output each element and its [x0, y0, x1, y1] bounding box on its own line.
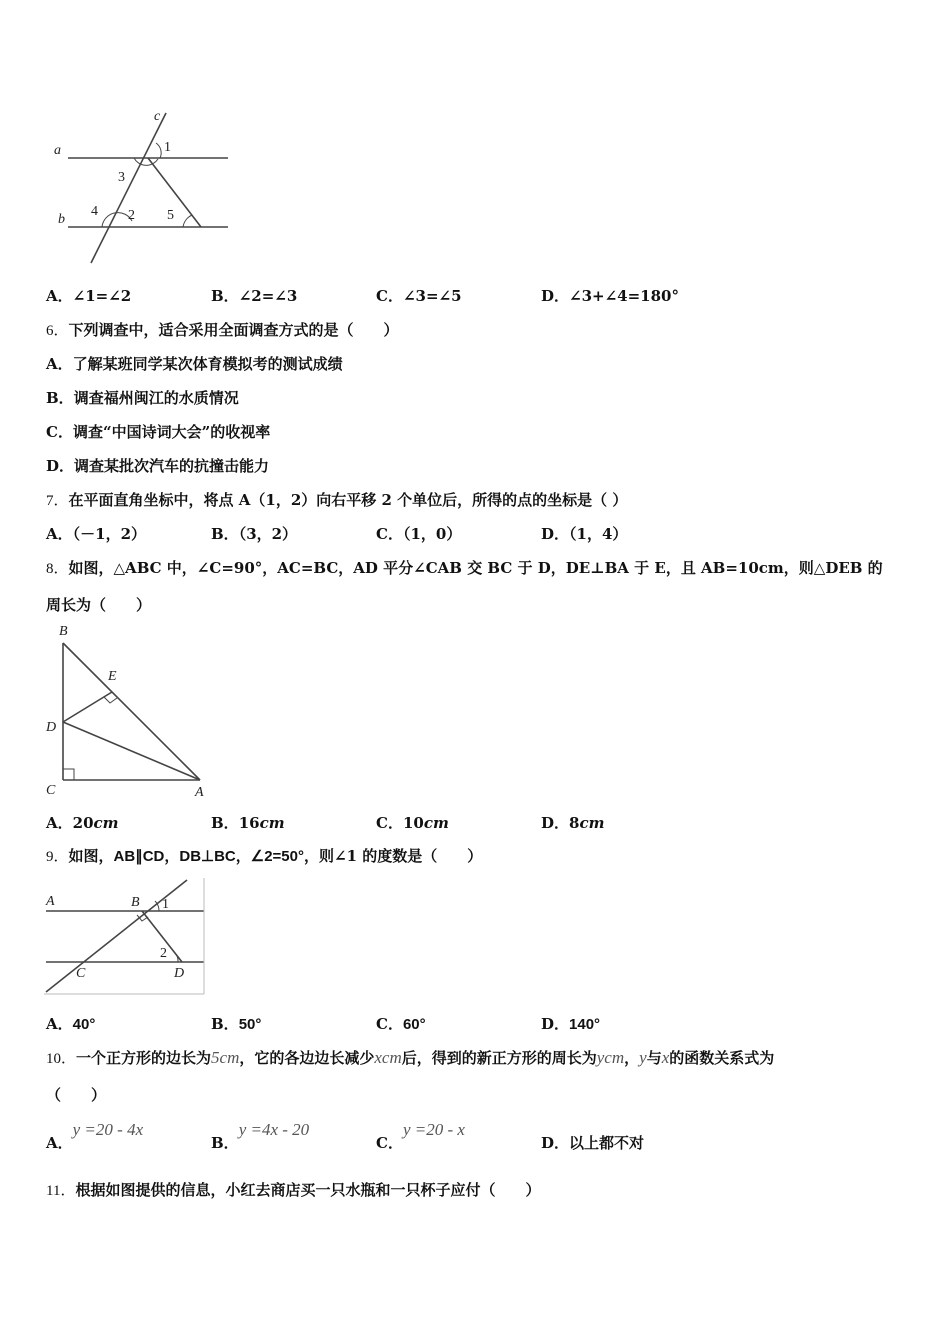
q5-option-b[interactable]: B．∠2=∠3	[211, 287, 298, 305]
q8-stem-line1: 8．如图，△ABC 中，∠C=90°，AC=BC，AD 平分∠CAB 交 BC 于 D，DE⊥BA 于 E，且 AB=10cm，则△DEB 的	[46, 559, 883, 577]
label-a: a	[54, 143, 61, 158]
label-D: D	[46, 720, 57, 735]
angle-arc-5	[183, 215, 192, 227]
label-E: E	[108, 669, 117, 684]
label-1: 1	[164, 140, 171, 155]
figure-triangle-q8	[42, 620, 222, 802]
q9-option-b[interactable]: B．50°	[211, 1015, 262, 1033]
angle-arc-1	[156, 143, 161, 158]
q7-option-c[interactable]: C．（1，0）	[376, 525, 462, 543]
q5-option-d[interactable]: D．∠3+∠4=180°	[541, 287, 679, 305]
q7-stem: 7．在平面直角坐标中，将点 A（1，2）向右平移 2 个单位后，所得的点的坐标是（ ）	[46, 491, 628, 509]
q7-option-a[interactable]: A．（－1，2）	[46, 525, 147, 543]
label-5: 5	[167, 208, 174, 223]
label-3: 3	[118, 170, 125, 185]
q5-option-c[interactable]: C．∠3=∠5	[376, 287, 462, 305]
q8-option-d[interactable]: D．8cm	[541, 814, 605, 832]
q10-option-a[interactable]: A．y =20 - 4x	[46, 1120, 144, 1152]
q6-option-a[interactable]: A．了解某班同学某次体育模拟考的测试成绩	[46, 355, 343, 373]
q7-option-d[interactable]: D．（1，4）	[541, 525, 628, 543]
label-A: A	[195, 785, 204, 800]
figure-parallel-q9	[42, 876, 208, 996]
q10-stem-line1: 10．一个正方形的边长为5cm，它的各边边长减少xcm后，得到的新正方形的周长为ycm，y与x的函数关系式为	[46, 1048, 775, 1067]
q6-stem: 6．下列调查中，适合采用全面调查方式的是（ ）	[46, 321, 399, 339]
q9-option-c[interactable]: C．60°	[376, 1015, 426, 1033]
label-D: D	[174, 966, 185, 981]
label-B: B	[131, 895, 140, 910]
right-angle-mark-c	[63, 769, 74, 780]
q6-option-b[interactable]: B．调查福州闽江的水质情况	[46, 389, 239, 407]
q8-option-b[interactable]: B．16cm	[211, 814, 285, 832]
label-1: 1	[162, 897, 169, 912]
q7-option-b[interactable]: B．（3，2）	[211, 525, 298, 543]
side-ab	[63, 643, 200, 780]
right-angle-mark-e	[104, 697, 117, 703]
label-c: c	[154, 109, 161, 124]
q10-option-d[interactable]: D．以上都不对	[541, 1134, 645, 1152]
label-4: 4	[91, 204, 98, 219]
q6-option-c[interactable]: C．调查“中国诗词大会”的收视率	[46, 423, 271, 441]
q11-stem: 11．根据如图提供的信息，小红去商店买一只水瓶和一只杯子应付（ ）	[46, 1181, 541, 1199]
figure-parallel-lines-q5	[46, 105, 236, 270]
label-A: A	[46, 894, 55, 909]
q9-option-d[interactable]: D．140°	[541, 1015, 601, 1033]
segment-ad	[63, 722, 200, 780]
angle-arc-3	[134, 158, 158, 165]
label-C: C	[76, 966, 86, 981]
q5-option-a[interactable]: A．∠1=∠2	[46, 287, 132, 305]
label-b: b	[58, 212, 65, 227]
q8-option-c[interactable]: C．10cm	[376, 814, 449, 832]
q8-option-a[interactable]: A．20cm	[46, 814, 119, 832]
segment-de	[63, 692, 112, 722]
q10-option-c[interactable]: C．y =20 - x	[376, 1120, 465, 1152]
line-c	[91, 113, 166, 263]
q9-stem: 9．如图，AB∥CD，DB⊥BC，∠2=50°，则∠1 的度数是（ ）	[46, 847, 483, 865]
label-C: C	[46, 783, 56, 798]
label-2: 2	[160, 946, 167, 961]
q9-option-a[interactable]: A．40°	[46, 1015, 96, 1033]
transversal-segment	[148, 158, 201, 227]
q10-stem-line2: （ ）	[46, 1086, 107, 1104]
label-B: B	[59, 624, 68, 639]
label-2: 2	[128, 208, 135, 223]
q8-stem-line2: 周长为（ ）	[46, 596, 152, 614]
q6-option-d[interactable]: D．调查某批次汽车的抗撞击能力	[46, 457, 270, 475]
q10-option-b[interactable]: B．y =4x - 20	[211, 1120, 310, 1152]
